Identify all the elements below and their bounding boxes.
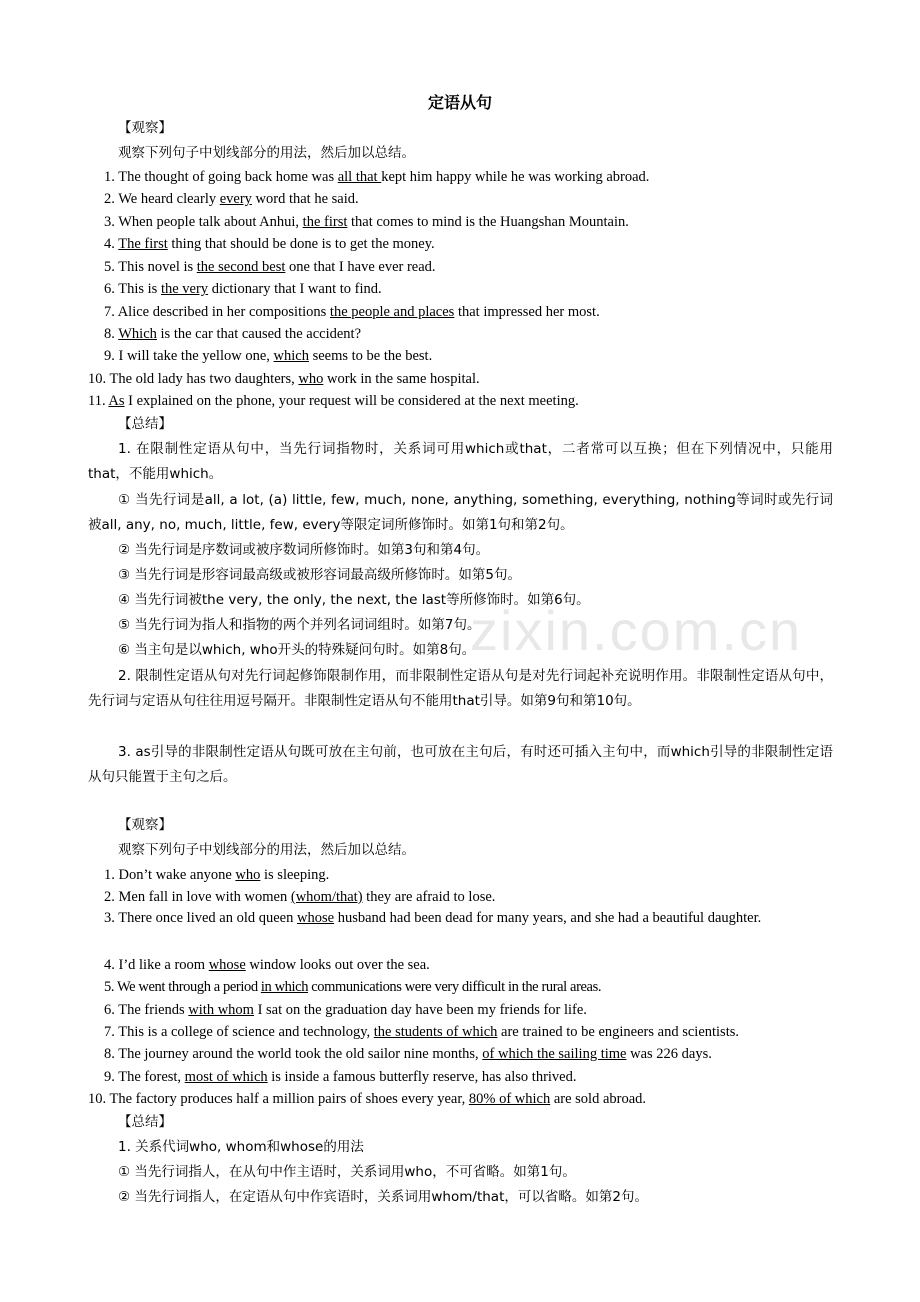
underlined-phrase: the people and places bbox=[329, 304, 455, 320]
observe-header: 【观察】 bbox=[118, 120, 172, 136]
summary-clause: ⑤ 当先行词为指人和指物的两个并列名词词组时。如第7句。 bbox=[118, 617, 481, 633]
instruction: 观察下列句子中划线部分的用法，然后加以总结。 bbox=[118, 842, 415, 858]
example-sentence: 10. The old lady has two daughters, who work in the same hospital. bbox=[88, 371, 480, 387]
underlined-phrase: which bbox=[273, 348, 309, 364]
summary-paragraph: 1. 在限制性定语从句中，当先行词指物时，关系词可用which或that，二者常可以互换；但在下列情况中，只能用that，不能用which。 bbox=[88, 441, 833, 482]
underlined-phrase: all that bbox=[337, 169, 382, 185]
example-sentence: 7. Alice described in her compositions the people and places that impressed her most. bbox=[104, 304, 600, 320]
example-sentence: 5. We went through a period in which communications were very difficult in the rural areas. bbox=[104, 979, 602, 995]
underlined-phrase: The first bbox=[118, 236, 168, 252]
example-sentence: 2. We heard clearly every word that he said. bbox=[104, 191, 359, 207]
example-sentence: 6. This is the very dictionary that I want to find. bbox=[104, 281, 382, 297]
example-sentence: 1. The thought of going back home was all that kept him happy while he was working abroad. bbox=[104, 169, 650, 185]
underlined-phrase: the second best bbox=[196, 259, 286, 275]
underlined-phrase: whose bbox=[208, 957, 246, 973]
underlined-phrase: of which the sailing time bbox=[482, 1046, 627, 1062]
example-sentence: 9. I will take the yellow one, which seems to be the best. bbox=[104, 348, 433, 364]
example-sentence: 1. Don’t wake anyone who is sleeping. bbox=[104, 867, 330, 883]
summary-paragraph: 1. 关系代词who, whom和whose的用法 bbox=[118, 1139, 364, 1155]
underlined-phrase: the students of which bbox=[373, 1024, 498, 1040]
summary-paragraph: 3. as引导的非限制性定语从句既可放在主句前，也可放在主句后，有时还可插入主句中，而which引导的非限制性定语从句只能置于主句之后。 bbox=[88, 744, 833, 785]
example-sentence: 8. The journey around the world took the old sailor nine months, of which the sailing time was 226 days. bbox=[104, 1046, 712, 1062]
example-sentence: 8. Which is the car that caused the accident? bbox=[104, 326, 362, 342]
example-sentence: 9. The forest, most of which is inside a famous butterfly reserve, has also thrived. bbox=[104, 1069, 577, 1085]
example-sentence: 6. The friends with whom I sat on the graduation day have been my friends for life. bbox=[104, 1002, 587, 1018]
underlined-phrase: the first bbox=[302, 214, 348, 230]
underlined-phrase: in which bbox=[260, 979, 309, 995]
summary-header: 【总结】 bbox=[118, 416, 172, 432]
summary-clause: ⑥ 当主句是以which, who开头的特殊疑问句时。如第8句。 bbox=[118, 642, 476, 658]
example-sentence: 5. This novel is the second best one that I have ever read. bbox=[104, 259, 436, 275]
example-sentence: 2. Men fall in love with women (whom/that) they are afraid to lose. bbox=[104, 889, 496, 905]
summary-clause: ② 当先行词是序数词或被序数词所修饰时。如第3句和第4句。 bbox=[118, 542, 490, 558]
summary-clause: ③ 当先行词是形容词最高级或被形容词最高级所修饰时。如第5句。 bbox=[118, 567, 521, 583]
summary-clause: ① 当先行词是all, a lot, (a) little, few, much, none, anything, something, everything, nothing等词时或先行词被all, any, no, much, little, few, every等限定词所修饰时。如第1句和第2句。 bbox=[88, 492, 833, 533]
underlined-phrase: As bbox=[108, 393, 125, 409]
underlined-phrase: (whom/that) bbox=[290, 889, 363, 905]
underlined-phrase: most of which bbox=[184, 1069, 268, 1085]
example-sentence: 10. The factory produces half a million pairs of shoes every year, 80% of which are sold abroad. bbox=[88, 1091, 647, 1107]
example-sentence: 4. The first thing that should be done is to get the money. bbox=[104, 236, 435, 252]
page-title: 定语从句 bbox=[427, 93, 492, 112]
summary-clause: ① 当先行词指人，在从句中作主语时，关系词用who，不可省略。如第1句。 bbox=[118, 1164, 576, 1180]
example-sentence: 7. This is a college of science and technology, the students of which are trained to be engineers and scientists. bbox=[104, 1024, 740, 1040]
example-sentence: 3. There once lived an old queen whose husband had been dead for many years, and she had a beautiful daughter. bbox=[104, 910, 762, 926]
underlined-phrase: whose bbox=[297, 910, 335, 926]
underlined-phrase: who bbox=[235, 867, 261, 883]
summary-paragraph: 2. 限制性定语从句对先行词起修饰限制作用，而非限制性定语从句是对先行词起补充说明作用。非限制性定语从句中，先行词与定语从句往往用逗号隔开。非限制性定语从句不能用that引导。如第9句和第10句。 bbox=[88, 668, 833, 709]
example-sentence: 3. When people talk about Anhui, the first that comes to mind is the Huangshan Mountain. bbox=[104, 214, 629, 230]
underlined-phrase: Which bbox=[118, 326, 157, 342]
example-sentence: 4. I’d like a room whose window looks out over the sea. bbox=[104, 957, 430, 973]
observe-header: 【观察】 bbox=[118, 817, 172, 833]
underlined-phrase: every bbox=[219, 191, 252, 207]
instruction: 观察下列句子中划线部分的用法，然后加以总结。 bbox=[118, 145, 415, 161]
example-sentence: 11. As I explained on the phone, your request will be considered at the next meeting. bbox=[88, 393, 579, 409]
underlined-phrase: the very bbox=[160, 281, 209, 297]
summary-clause: ② 当先行词指人，在定语从句中作宾语时，关系词用whom/that，可以省略。如第2句。 bbox=[118, 1189, 648, 1205]
underlined-phrase: 80% of which bbox=[468, 1091, 551, 1107]
underlined-phrase: with whom bbox=[188, 1002, 254, 1018]
summary-clause: ④ 当先行词被the very, the only, the next, the last等所修饰时。如第6句。 bbox=[118, 592, 590, 608]
watermark: zixin.com.cn bbox=[470, 599, 803, 662]
summary-header: 【总结】 bbox=[118, 1114, 172, 1130]
underlined-phrase: who bbox=[298, 371, 324, 387]
